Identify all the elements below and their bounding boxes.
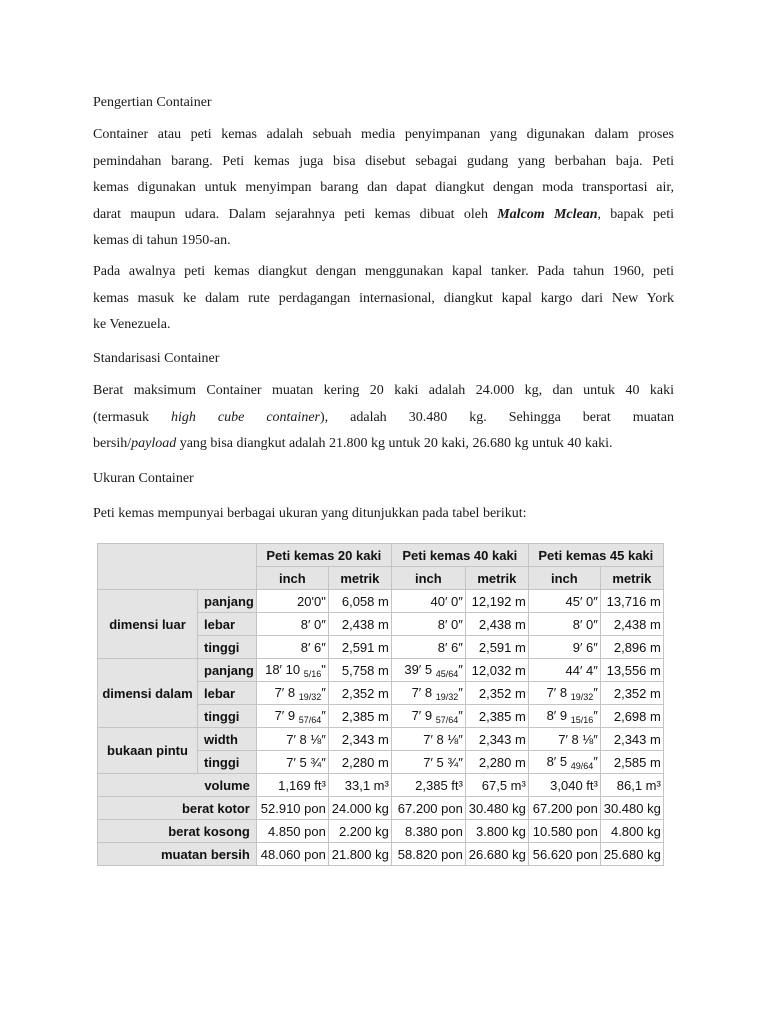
cell: 10.580 pon (528, 820, 600, 843)
cell: 8.380 pon (391, 820, 465, 843)
text-line (93, 405, 674, 432)
cell: 7′ 5 ¾″ (391, 751, 465, 774)
row-label: panjang (198, 659, 257, 682)
cell: 7′ 8 $_{19/32}$″ (528, 682, 600, 705)
table-row (98, 820, 664, 843)
unit-header: metrik (600, 567, 663, 590)
cell: 44′ 4″ (528, 659, 600, 682)
row-label: lebar (198, 613, 257, 636)
cell: 8′ 0″ (528, 613, 600, 636)
text-fragment: yang bisa diangkut adalah 21.800 kg untuk 20 kaki, 26.680 kg untuk 40 kaki. (176, 436, 613, 451)
cell: 7′ 8 ⅛″ (391, 728, 465, 751)
container-size-table (97, 543, 664, 866)
header-20ft: Peti kemas 20 kaki (256, 544, 391, 567)
paragraph-ukuran: Peti kemas mempunyai berbagai ukuran yang ditunjukkan pada tabel berikut: (93, 506, 527, 521)
text-fragment: (termasuk (93, 409, 171, 425)
cell: 33,1 m³ (328, 774, 391, 797)
cell: 2,385 ft³ (391, 774, 465, 797)
cell: 4.800 kg (600, 820, 663, 843)
cell: 86,1 m³ (600, 774, 663, 797)
cell: 30.480 kg (465, 797, 528, 820)
cell: 4.850 pon (256, 820, 328, 843)
cell: 21.800 kg (328, 843, 391, 866)
group-dimensi-luar: dimensi luar (98, 590, 198, 659)
cell: 7′ 8 ⅛″ (528, 728, 600, 751)
cell: 2,591 m (328, 636, 391, 659)
heading-ukuran: Ukuran Container (93, 471, 194, 486)
table-corner (98, 544, 257, 590)
cell: 39′ 5 $_{45/64}$″ (391, 659, 465, 682)
cell: 2,280 m (465, 751, 528, 774)
text-fragment: ), adalah 30.480 kg. Sehingga berat muatan (319, 409, 674, 425)
cell: 45′ 0″ (528, 590, 600, 613)
table-row (98, 590, 664, 613)
cell: 13,556 m (600, 659, 663, 682)
header-45ft: Peti kemas 45 kaki (528, 544, 663, 567)
cell: 40′ 0″ (391, 590, 465, 613)
row-label: lebar (198, 682, 257, 705)
cell: 2,896 m (600, 636, 663, 659)
cell: 7′ 9 $_{57/64}$″ (391, 705, 465, 728)
italic-term: high cube container (171, 409, 320, 425)
row-label-volume: volume (98, 774, 257, 797)
cell: 67.200 pon (391, 797, 465, 820)
cell: 2,343 m (465, 728, 528, 751)
cell: 7′ 8 $_{19/32}$″ (391, 682, 465, 705)
text-fragment: darat maupun udara. Dalam sejarahnya peti kemas dibuat oleh (93, 206, 498, 222)
paragraph-standarisasi (93, 378, 674, 458)
text-line: kemas digunakan untuk menyimpan barang dan dapat diangkut dengan moda transportasi air, (93, 180, 674, 195)
cell: 52.910 pon (256, 797, 328, 820)
cell: 8′ 6″ (256, 636, 328, 659)
cell: 2,280 m (328, 751, 391, 774)
cell: 2,385 m (328, 705, 391, 728)
text-line: ke Venezuela. (93, 317, 171, 332)
paragraph-sejarah (93, 259, 674, 339)
cell: 1,169 ft³ (256, 774, 328, 797)
table-row (98, 659, 664, 682)
cell: 2,385 m (465, 705, 528, 728)
cell: 7′ 9 $_{57/64}$″ (256, 705, 328, 728)
italic-term: payload (131, 436, 177, 451)
text-line: kemas masuk ke dalam rute perdagangan internasional, diangkut kapal kargo dari New York (93, 290, 674, 306)
text-line: Container atau peti kemas adalah sebuah media penyimpanan yang digunakan dalam proses (93, 127, 674, 142)
text-line: kemas di tahun 1950-an. (93, 233, 231, 248)
table-row (98, 797, 664, 820)
cell: 67,5 m³ (465, 774, 528, 797)
unit-header: metrik (328, 567, 391, 590)
cell: 18′ 10 $_{5/16}$" (256, 659, 328, 682)
row-label-muatan-bersih: muatan bersih (98, 843, 257, 866)
row-label-berat-kosong: berat kosong (98, 820, 257, 843)
inventor-name: Malcom Mclean (497, 206, 598, 222)
text-line (93, 202, 674, 229)
cell: 9′ 6″ (528, 636, 600, 659)
cell: 8′ 0″ (256, 613, 328, 636)
cell: 8′ 6″ (391, 636, 465, 659)
cell: 24.000 kg (328, 797, 391, 820)
cell: 2,352 m (600, 682, 663, 705)
cell: 2,352 m (328, 682, 391, 705)
text-fragment: bersih/ (93, 436, 132, 451)
cell: 26.680 kg (465, 843, 528, 866)
table-row (98, 728, 664, 751)
row-label-berat-kotor: berat kotor (98, 797, 257, 820)
unit-header: inch (391, 567, 465, 590)
row-label: tinggi (198, 705, 257, 728)
group-dimensi-dalam: dimensi dalam (98, 659, 198, 728)
heading-pengertian: Pengertian Container (93, 95, 212, 110)
table-header-row (98, 544, 664, 567)
cell: 8′ 0″ (391, 613, 465, 636)
cell: 2,352 m (465, 682, 528, 705)
cell: 58.820 pon (391, 843, 465, 866)
cell: 7′ 8 ⅛″ (256, 728, 328, 751)
cell: 30.480 kg (600, 797, 663, 820)
cell: 2,343 m (328, 728, 391, 751)
cell: 2,438 m (600, 613, 663, 636)
cell: 12,032 m (465, 659, 528, 682)
row-label: panjang (198, 590, 257, 613)
text-line: Berat maksimum Container muatan kering 20 kaki adalah 24.000 kg, dan untuk 40 kaki (93, 383, 674, 398)
text-fragment: , bapak peti (597, 206, 674, 222)
cell: 48.060 pon (256, 843, 328, 866)
cell: 2,343 m (600, 728, 663, 751)
cell: 2,585 m (600, 751, 663, 774)
cell: 3,040 ft³ (528, 774, 600, 797)
text-line: Pada awalnya peti kemas diangkut dengan menggunakan kapal tanker. Pada tahun 1960, peti (93, 264, 674, 279)
paragraph-pengertian (93, 122, 674, 255)
text-line: pemindahan barang. Peti kemas juga bisa disebut sebagai gudang yang berbahan baja. Peti (93, 153, 674, 169)
table-row (98, 774, 664, 797)
table-row (98, 843, 664, 866)
header-40ft: Peti kemas 40 kaki (391, 544, 528, 567)
cell: 13,716 m (600, 590, 663, 613)
row-label: tinggi (198, 751, 257, 774)
cell: 3.800 kg (465, 820, 528, 843)
cell: 67.200 pon (528, 797, 600, 820)
cell: 8′ 5 $_{49/64}$″ (528, 751, 600, 774)
cell: 7′ 8 $_{19/32}$″ (256, 682, 328, 705)
cell: 20'0" (256, 590, 328, 613)
cell: 2,438 m (328, 613, 391, 636)
row-label: tinggi (198, 636, 257, 659)
row-label: width (198, 728, 257, 751)
cell: 25.680 kg (600, 843, 663, 866)
cell: 2.200 kg (328, 820, 391, 843)
cell: 2,698 m (600, 705, 663, 728)
cell: 8′ 9 $_{15/16}$″ (528, 705, 600, 728)
cell: 5,758 m (328, 659, 391, 682)
unit-header: inch (256, 567, 328, 590)
heading-standarisasi: Standarisasi Container (93, 351, 220, 366)
cell: 2,591 m (465, 636, 528, 659)
cell: 2,438 m (465, 613, 528, 636)
cell: 56.620 pon (528, 843, 600, 866)
unit-header: inch (528, 567, 600, 590)
cell: 6,058 m (328, 590, 391, 613)
text-line (93, 431, 674, 458)
group-bukaan-pintu: bukaan pintu (98, 728, 198, 774)
unit-header: metrik (465, 567, 528, 590)
cell: 12,192 m (465, 590, 528, 613)
cell: 7′ 5 ¾″ (256, 751, 328, 774)
